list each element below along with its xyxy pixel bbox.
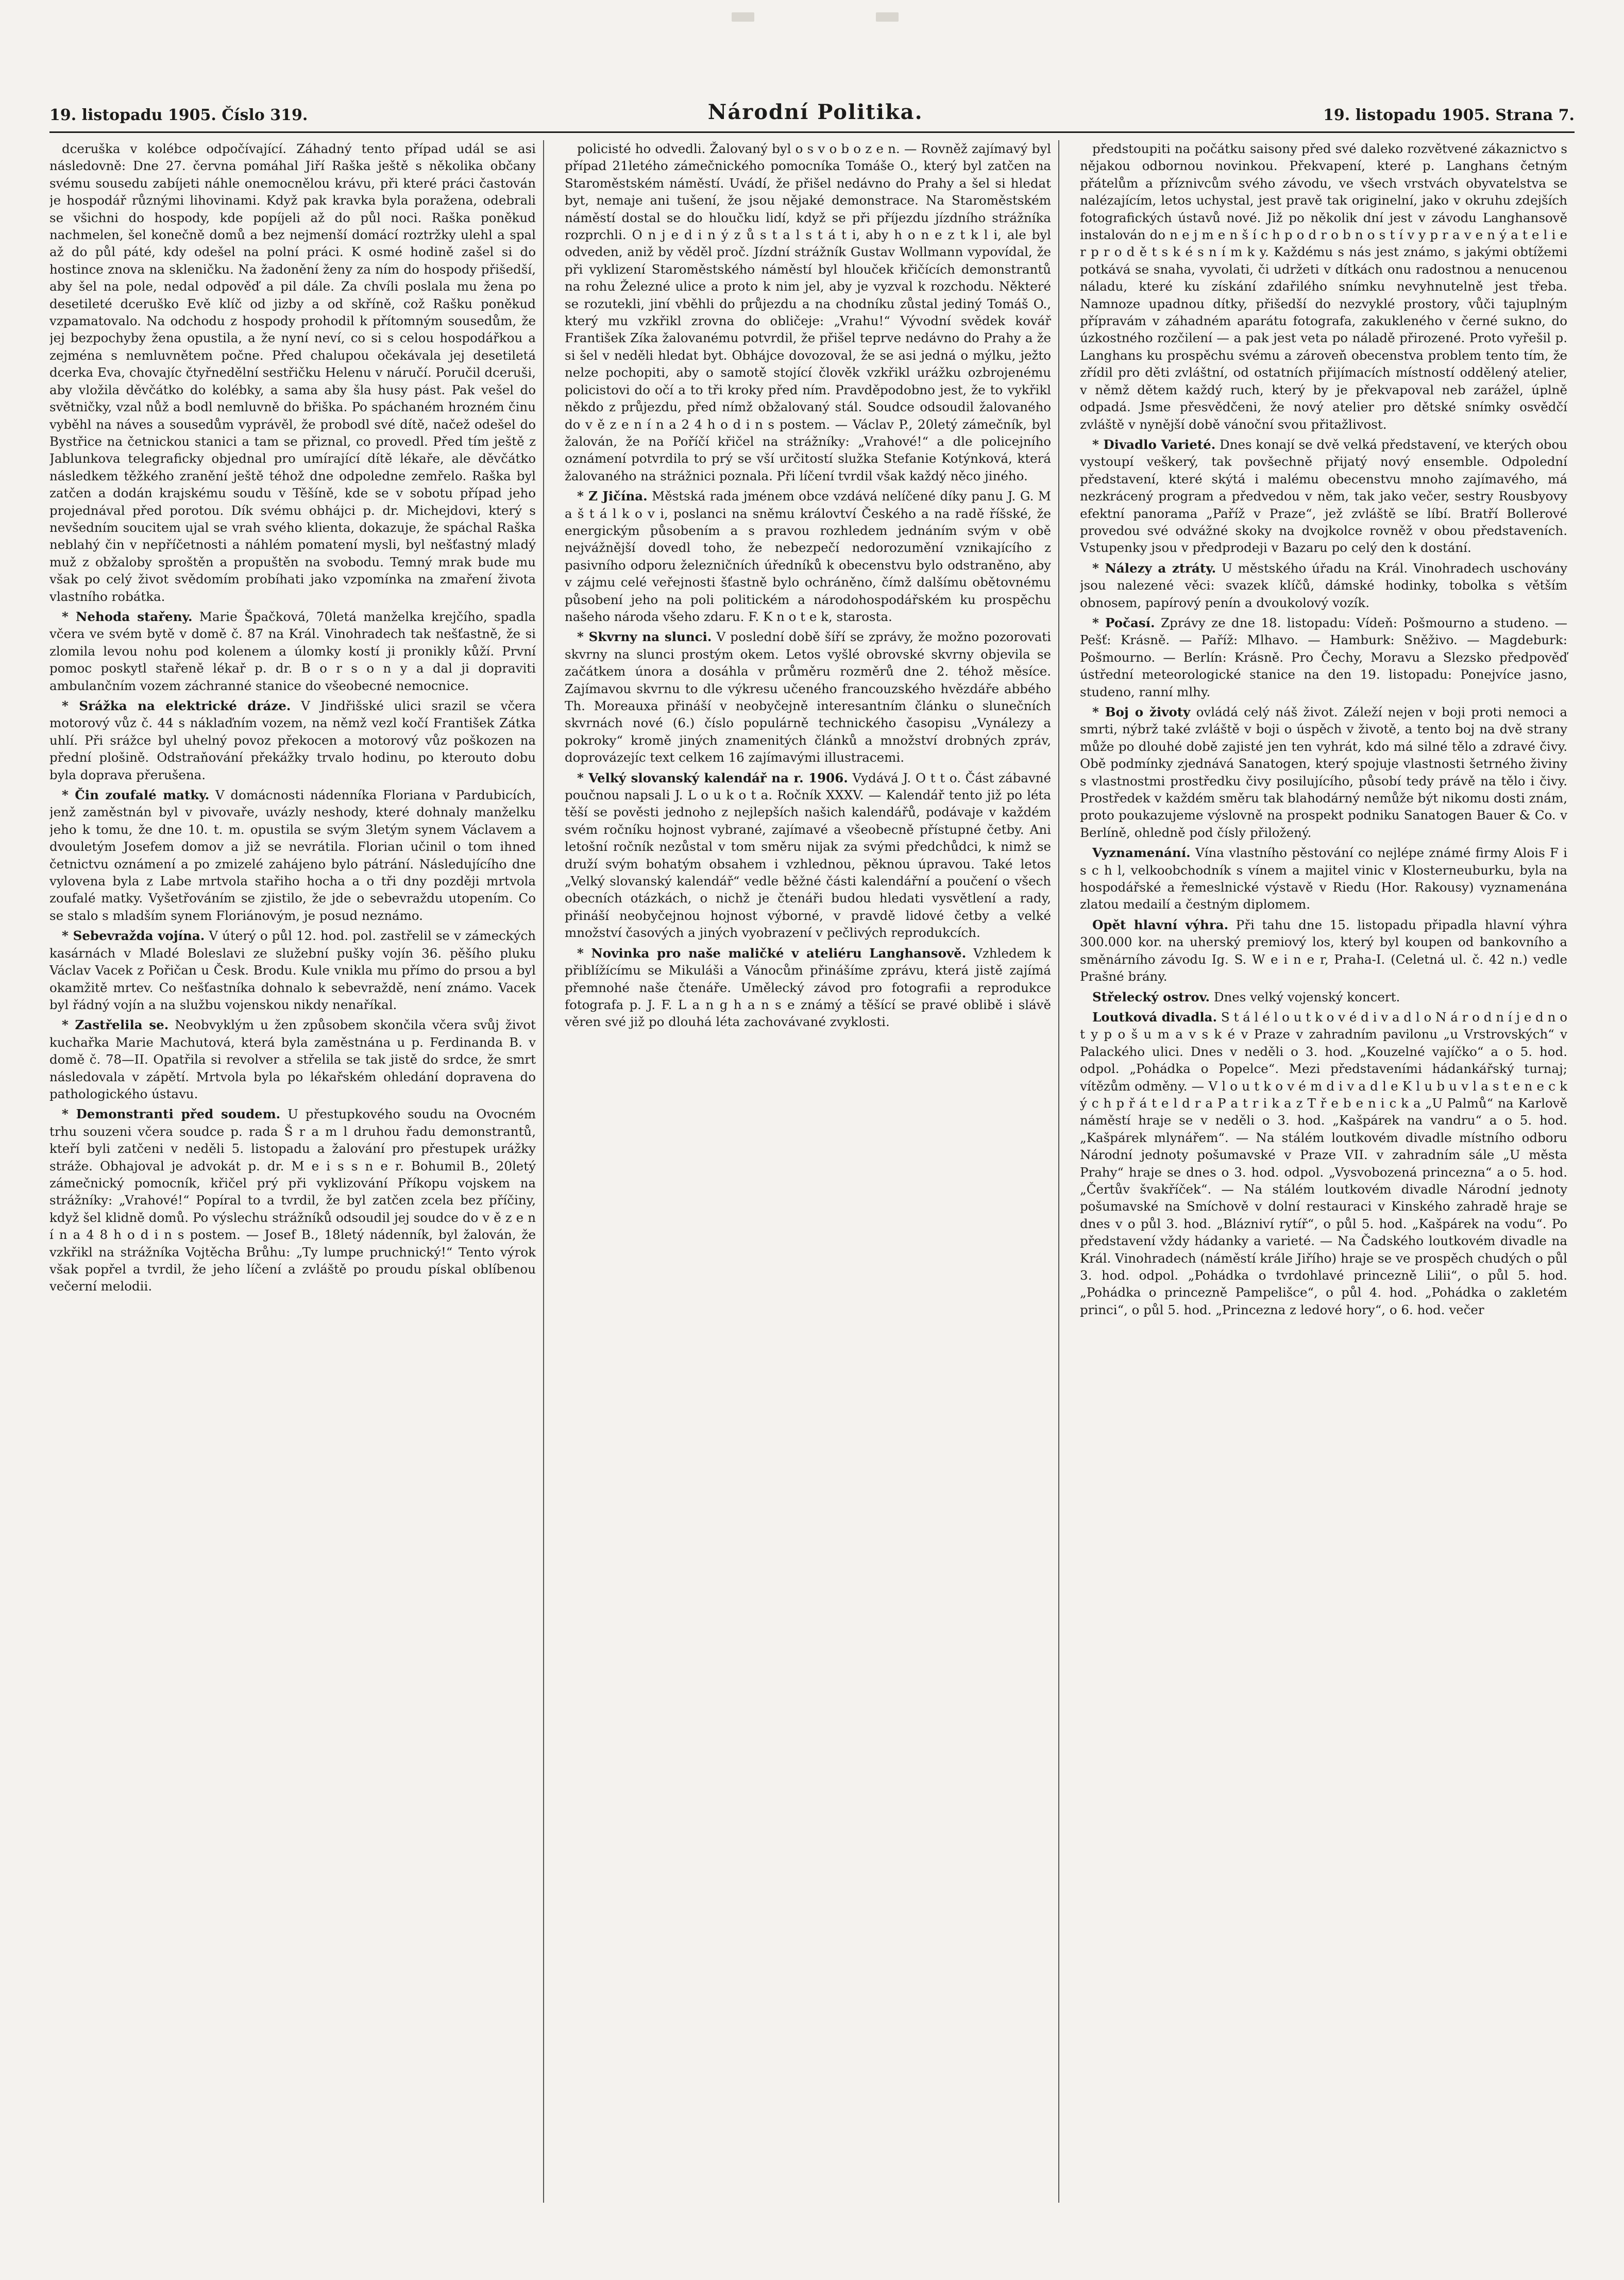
column-left <box>49 140 544 2203</box>
article-paragraph <box>1080 844 1567 913</box>
article-headline: * Boj o životy <box>1092 705 1191 719</box>
article-headline: * Nehoda stařeny. <box>62 609 193 624</box>
article-paragraph <box>1080 988 1567 1005</box>
article-headline: * Zastřelila se. <box>62 1017 169 1033</box>
article-body: Zprávy ze dne 18. listopadu: Vídeň: Pošmourno a studeno. — Pešť: Krásně. — Paříž: Mlhavo. — Hamburk: Sněživo. — Magdeburk: Pošmourno. — Berlín: Krásně. Pro Čechy, Moravu a Slezsko předpověď ústřední meteorologické stanice na den 19. listopadu: Ponejvíce jasno, studeno, ranní mlhy. <box>1080 615 1567 699</box>
article-headline: * Čin zoufalé matky. <box>62 787 210 803</box>
article-body: Dnes velký vojenský koncert. <box>1213 989 1400 1004</box>
article-paragraph <box>565 140 1051 484</box>
article-paragraph <box>565 488 1051 625</box>
article-paragraph <box>1080 703 1567 841</box>
article-body: V poslední době šíří se zprávy, že možno pozorovati skvrny na slunci prostým okem. Letos vyšlé obrovské skvrny objevila se začátkem února a dosáhla v průměru rozměrů dne 2. téhož měsíce. Zajímavou skvrnu to dle výkresu učeného francouzského hvězdáře abbého Th. Moreauxa přináší v neobyčejně interesantním článku o slunečních skvrnách nové (6.) číslo populárně technického časopisu „Vynálezy a pokroky“ kromě jiných znamenitých článků a množství drobných zpráv, doprovázejíc text celkem 16 zajímavými illustracemi. <box>565 629 1051 765</box>
article-headline: * Demonstranti před soudem. <box>62 1107 281 1122</box>
article-paragraph <box>565 945 1051 1031</box>
article-body: předstoupiti na počátku saisony před své daleko rozvětvené zákaznictvo s nějakou odbornou novinkou. Překvapení, které p. Langhans četným přátelům a příznivcům svého závodu, ve všech vrstvách obyvatelstva se nalézajícím, letos uchystal, jest pravě tak originelní, jako v okruhu zdejších fotografických ústavů nové. Již po několik dní jest v závodu Langhansově instalován do n e j m e n š í c h p o d r o b n o s t í v y p r a v e n ý a t e l i e r p r o d ě t s k é s n í m k y. Každému s nás jest známo, s jakými obtížemi potkává se snaha, vyvolati, či udržeti v dítkách onu radostnou a nenucenou náladu, které ku získání zdařilého snímku nevyhnutelně jest třeba. Namnoze upadnou dítky, přišedší do nezvyklé prostory, vůči tajuplným přípravám v záhadném aparátu fotografa, zakukleného v černé sukno, do úzkostného rozčilení — a pak jest veta po náladě přirozené. Proto vyřešil p. Langhans ku prospěchu svému a zároveň obecenstva problem tento tím, že zřídil pro děti zvláštní, od ostatních přijímacích místností oddělený atelier, v němž dětem každý ruch, který by je překvapoval neb zarážel, úplně odpadá. Jsme přesvědčeni, že nový atelier pro dětské snímky osvědčí zvláště v nynější době vánoční svou přitažlivost. <box>1080 141 1567 432</box>
article-headline: * Počasí. <box>1092 615 1155 630</box>
article-headline: Střelecký ostrov. <box>1092 989 1210 1004</box>
article-paragraph <box>49 1016 536 1102</box>
text-columns <box>49 140 1575 2203</box>
binding-hole <box>732 12 754 22</box>
column-middle <box>565 140 1059 2203</box>
article-body: dceruška v kolébce odpočívající. Záhadný tento případ udál se asi následovně: Dne 27. června pomáhal Jiří Raška ještě s několika občany svému sousedu zabíjeti náhle onemocnělou krávu, při které práci častován je hospodář různými lihovinami. Když pak kravka byla poražena, odebrali se všichni do hospody, kde popíjeli až do půl noci. Raška poněkud nachmelen, šel konečně domů a bez nejmenší domácí roztržky ulehl a spal až do půl páté, kdy odešel na polní práci. K osmé hodině zašel si do hostince znova na skleničku. Na žadonění ženy za ním do hospody přišedší, aby šel na pole, nedal odpověď a pil dále. Za chvíli poslala mu žena po desetileté dceruško Evě klíč od jizby a od skříně, což Rašku poněkud vzpamatovalo. Na odchodu z hospody prohodil k přítomným sousedům, že jej bezpochyby žena opustila, a že nyní neví, co si s celou hospodářkou a zejména s nemluvnětem počne. Před chalupou očekávala jej desetiletá dcerka Eva, chovajíc čtyřnedělní sestřičku Helenu v náručí. Poručil dceruši, aby vložila děvčátko do kolébky, a sama aby šla husy pást. Pak vešel do světničky, vzal nůž a bodl nemluvně do břiška. Po spáchaném hrozném činu vyběhl na náves a sousedům vyprávěl, že probodl své dítě, načež odešel do Bystřice na četnickou stanici a tam se přiznal, co provedl. Před tím ještě z Jablunkova telegraficky objednal pro umírající dítě lékaře, ale děvčátko následkem těžkého zranění ještě téhož dne odpoledne zemřelo. Raška byl zatčen a dodán krajskému soudu v Těšíně, kde se v sobotu případ jeho projednával před porotou. Dík svému obhájci p. dr. Michejdovi, který s nevšedním soucitem ujal se vrah svého klienta, dokazuje, že spáchal Raška neblahý čin v nepříčetnosti a náhlém pomatení mysli, byl nešťastný mladý muž z obžaloby sproštěn a propuštěn na svobodu. Temný mrak bude mu však po celý život svědomím probíhati jako vzpomínka na zmaření života vlastního robátka. <box>49 141 536 604</box>
article-body: Vína vlastního pěstování co nejlépe známé firmy Alois F i s c h l, velkoobchodník s vínem a majitel vinic v Klosterneuburku, byla na hospodářské a řemeslnické výstavě v Riedu (Hor. Rakousy) vyznamenána zlatou medailí a čestným diplomem. <box>1080 845 1567 912</box>
header-date-left: 19. listopadu 1905. Číslo 319. <box>49 106 308 124</box>
article-paragraph <box>1080 436 1567 557</box>
article-body: Vzhledem k přiblížícímu se Mikuláši a Vánocům přinášíme zprávu, která jistě zajímá přemnohé naše čtenáře. Umělecký závod pro fotografii a reprodukce fotografa p. J. F. L a n g h a n s e známý a těšící se pravé oblibě i slávě věren své již po dlouhá léta zachovávané zvyklosti. <box>565 945 1052 1030</box>
article-body: U městského úřadu na Král. Vinohradech uschovány jsou nalezené věci: svazek klíčů, dámské hodinky, tobolka s větším obnosem, papírový penín a dvoukolový vozík. <box>1080 560 1567 610</box>
article-body: V domácnosti nádenníka Floriana v Pardubicích, jenž zaměstnán byl v pivovaře, uvázly neshody, které dohnaly manželku jeho k tomu, že dne 10. t. m. opustila se svým 3letým synem Václavem a dvouletým Josefem domov a již se nevrátila. Florian učinil o tom ihned četnictvu oznámení a po zmizelé zahájeno bylo pátrání. Následujícího dne vylovena byla z Labe mrtvola stařiho hocha a o tři dny později mrtvola zoufalé matky. Vyšetřováním se zjistilo, že jde o sebevraždu utopením. Co se stalo s mladším synem Floriánovým, je posud neznámo. <box>49 787 536 923</box>
article-headline: * Velký slovanský kalendář na r. 1906. <box>577 770 848 785</box>
article-headline: * Nálezy a ztráty. <box>1092 560 1216 576</box>
article-body: U přestupkového soudu na Ovocném trhu souzeni včera soudce p. rada Š r a m l druhou řadu demonstrantů, kteří byli zatčeni v neděli 5. listopadu a žalování pro přestupek urážky stráže. Obhajoval je advokát p. dr. M e i s s n e r. Bohumil B., 20letý zámečnický pomocník, křičel prý při vyklizování Příkopu vojskem na strážníky: „Vrahové!“ Popíral to a tvrdil, že byl zatčen zcela bez příčiny, když šel klidně domů. Po výslechu strážníků odsoudil jej soudce do v ě z e n í n a 4 8 h o d i n s postem. — Josef B., 18letý nádenník, byl žalován, že vzkřikl na strážníka Vojtěcha Brůhu: „Ty lumpe pruchnický!“ Tento výrok však popřel a tvrdil, že jeho líčení a zvláště po proudu pískal oblíbenou večerní melodii. <box>49 1107 536 1294</box>
article-headline: * Skvrny na slunci. <box>577 629 712 645</box>
article-paragraph <box>1080 1009 1567 1318</box>
article-body: V Jindřišské ulici srazil se včera motorový vůz č. 44 s náklaďním vozem, na němž vezl kočí František Zátka uhlí. Při srážce byl uhelný povoz překocen a motorový vůz poškozen na přední plošině. Odstraňování překážky trvalo hodinu, po kterouto dobu byla doprava přerušena. <box>49 698 536 782</box>
article-body: S t á l é l o u t k o v é d i v a d l o N á r o d n í j e d n o t y p o š u m a v s k é v Praze v zahradním pavilonu „u Vrstrovských“ v Palackého ulici. Dnes v neděli o 3. hod. „Kouzelné vajíčko“ a o 5. hod. odpol. „Pohádka o Popelce“. Mezi představeními hádankářský turnaj; vítězům odměny. — V l o u t k o v é m d i v a d l e K l u b u v l a s t e n e c k ý c h p ř á t e l d r a P a t r i k a z T ř e b e n i c k a „U Palmů“ na Karlově náměstí hraje se v neděli o 3. hod. „Kašpárek na vandru“ a o 5. hod. „Kašpárek mlynářem“. — Na stálém loutkovém divadle místního odboru Národní jednoty pošumavské v Praze VII. v zahradním sále „U města Prahy“ hraje se dnes o 3. hod. odpol. „Vysvobozená princezna“ a o 5. hod. „Čertův švakříček“. — Na stálém loutkovém divadle Národní jednoty pošumavské na Smíchově v dolní restauraci v Kinského zahradě hraje se dnes v o půl 3. hod. „Blázniví rytíř“, o půl 5. hod. „Kašpárek na vodu“. Po představení vždy hádanky a varieté. — Na Čadského loutkovém divadle na Král. Vinohradech (náměstí krále Jiřího) hraje se ve prospěch chudých o půl 3. hod. odpol. „Pohádka o tvrdohlavé princezně Lilii“, o půl 5. hod. „Pohádka o princezně Pampelišce“, o půl 4. hod. „Pohádka o zakletém princi“, o půl 5. hod. „Princezna z ledové hory“, o 6. hod. večer <box>1080 1009 1567 1317</box>
binding-hole <box>876 12 899 22</box>
article-paragraph <box>565 628 1051 766</box>
article-headline: * Sebevražda vojína. <box>62 928 205 944</box>
article-paragraph <box>565 769 1051 942</box>
article-headline: * Divadlo Varieté. <box>1092 437 1216 452</box>
article-body: Dnes konají se dvě velká představení, ve kterých obou vystoupí veškerý, tak povšechně přijatý nový ensemble. Odpolední představení, které skýtá i malému obecenstvu mnoho zajímavého, má nezkrácený program a předvedou v něm, tak jako večer, sestry Rousbyovy efektní panorama „Paříž v Praze“, jež zvláště se líbí. Bratří Bollerové provedou své odvážné skoky na dvojkolce rovněž v obou představeních. Vstupenky jsou v předprodeji v Bazaru po celý den k dostání. <box>1080 437 1568 556</box>
article-body: ovládá celý náš život. Záleží nejen v boji proti nemoci a smrti, nýbrž také zvláště v boji o úspěch v životě, a tento boj na dvě strany může po dlouhé době zajisté jen ten vyhrát, kdo má silné tělo a zdravé čivy. Obě podmínky zjednává Sanatogen, který spojuje vlastnosti šetrného živiny s vlastnostmi prostředku čivy posilujícího, působí tedy právě na tělo i čivy. Prostředek v každém směru tak blahodárný nemůže být nikomu dosti znám, proto poukazujeme výslovně na prospekt podniku Sanatogen Bauer & Co. v Berlíně, ohledně pod čísly přiložený. <box>1080 705 1567 840</box>
article-headline: Loutková divadla. <box>1092 1009 1217 1025</box>
article-paragraph <box>1080 140 1567 433</box>
article-headline: * Srážka na elektrické dráze. <box>62 698 291 713</box>
article-body: V úterý o půl 12. hod. pol. zastřelil se v zámeckých kasárnách v Mladé Boleslavi ze služební pušky vojín 36. pěšího pluku Václav Vacek z Pořičan u Česk. Brodu. Kule vnikla mu přímo do prsou a byl okamžitě mrtev. Co nešťastníka dohnalo k sebevraždě, není známo. Vacek byl řádný vojín a na službu vojenskou nikdy nenaříkal. <box>49 928 536 1012</box>
page-header <box>49 92 1575 133</box>
article-headline: Vyznamenání. <box>1092 845 1191 861</box>
article-body: Neobvyklým u žen způsobem skončila včera svůj život kuchařka Marie Machutová, která byla zaměstnána u p. Ferdinanda B. v domě č. 78—II. Opatřila si revolver a střelila se tak jistě do srdce, že smrt následovala v zápětí. Mrtvola byla po lékařském ohledání dopravena do pathologického ústavu. <box>49 1017 536 1101</box>
article-body: Městská rada jménem obce vzdává nelíčené díky panu J. G. M a š t á l k o v i, poslanci na sněmu královtví Českého a na radě říšské, že energickým působením a s pravou rozhledem jednáním svým v obě nejvážnější dovedl toho, že nebezpečí nedorozumění vznikajícího z pasivního odporu železničních úředníků k obecenstvu bylo odstraněno, aby v zájmu celé veřejnosti šťastně bylo ochráněno, čímž dalšímu obětovnému působení jeho na poli politickém a národohospodářském ku prospěchu našeho národa všeho zdaru. F. K n o t e k, starosta. <box>565 489 1051 624</box>
article-paragraph <box>49 927 536 1013</box>
article-paragraph <box>49 140 536 605</box>
article-headline: * Novinka pro naše maličké v ateliéru Langhansově. <box>577 945 967 961</box>
article-paragraph <box>1080 916 1567 985</box>
article-paragraph <box>49 608 536 694</box>
article-body: policisté ho odvedli. Žalovaný byl o s v o b o z e n. — Rovněž zajímavý byl případ 21letého zámečnického pomocníka Tomáše O., který byl zatčen na Staroměstském náměstí. Uvádí, že přišel nedávno do Prahy a šel si hledat byt, nemaje ani tušení, že jsou nějaké demonstrace. Na Staroměstském náměstí dostal se do hloučku lidí, když se při příjezdu jízdního strážníka rozprchli. O n j e d i n ý z ů s t a l s t á t i, aby h o n e z t k l i, ale byl odveden, aniž by věděl proč. Jízdní strážník Gustav Wollmann vypovídal, že při vyklizení Staroměstského náměstí byl hlouček křičících demonstrantů na rohu Železné ulice a proto k nim jel, aby je vyzval k rozchodu. Některé se rozutekli, jiní vběhli do průjezdu a na chodníku zůstal jediný Tomáš O., který mu vzkřikl zrovna do obličeje: „Vrahu!“ Vývodní svědek kovář František Zíka žalovanému potvrdil, že přišel teprve nedávno do Prahy a že si šel v neděli hledat byt. Obhájce dovozoval, že se asi jedná o mýlku, ježto nelze pochopiti, aby o samotě stojící člověk vzkřikl urážku ozbrojenému policistovi do očí a to tři kroky před ním. Pravděpodobno jest, že to vykřikl někdo z průjezdu, před nímž obžalovaný stál. Soudce odsoudil žalovaného do v ě z e n í n a 2 4 h o d i n s postem. — Václav P., 20letý zámečník, byl žalován, že na Poříčí křičel na strážníky: „Vrahové!“ a dle policejního oznámení potvrdila to prý se vší určitostí služka Stefanie Kotýnková, která žalovaného na strážnici poznala. Při líčení tvrdil však každý něco jiného. <box>565 141 1051 483</box>
article-body: Vydává J. O t t o. Část zábavné poučnou napsali J. L o u k o t a. Ročník XXXV. — Kalendář tento již po léta těší se pověsti jednoho z nejlepších našich kalendářů, podávaje v každém svém ročníku hojnost vybrané, zajímavé a všeobecně přístupné četby. Ani letošní ročník nezůstal v tom směru nijak za svými předchůdci, k nimž se druží svým bohatým obsahem i vzhlednou, pěknou úpravou. Také letos „Velký slovanský kalendář“ vedle běžné části kalendářní a poučení o všech obecních otázkách, o nichž je čtenáři budou hledati vysvětlení a rady, přináší neobyčejnou hojnost výborné, v pravdě lidové četby a velké množství časových a jiných vyobrazení v pečlivých reprodukcích. <box>565 770 1051 941</box>
header-date-right: 19. listopadu 1905. Strana 7. <box>1323 106 1575 124</box>
article-paragraph <box>49 1105 536 1295</box>
masthead-title: Národní Politika. <box>707 100 923 124</box>
article-headline: Opět hlavní výhra. <box>1092 917 1229 932</box>
article-paragraph <box>1080 614 1567 700</box>
article-headline: * Z Jičína. <box>577 489 648 504</box>
article-paragraph <box>1080 560 1567 611</box>
article-body: Marie Špačková, 70letá manželka krejčího, spadla včera ve svém bytě v domě č. 87 na Král. Vinohradech tak nešťastně, že si zlomila levou nohu pod kolenem a úlomky kostí ji pronikly kůží. První pomoc poskytl stařeně lékař p. dr. B o r s o n y a dal ji dopraviti ambulančním vozem záchranné stanice do všeobecné nemocnice. <box>49 609 536 693</box>
article-body: Při tahu dne 15. listopadu připadla hlavní výhra 300.000 kor. na uherský premiový los, který byl koupen od bankovního a směnárního závodu Ig. S. W e i n e r, Praha-I. (Celetná ul. č. 42 n.) vedle Prašné brány. <box>1080 917 1567 984</box>
article-paragraph <box>49 697 536 783</box>
column-right <box>1080 140 1575 2203</box>
article-paragraph <box>49 786 536 924</box>
